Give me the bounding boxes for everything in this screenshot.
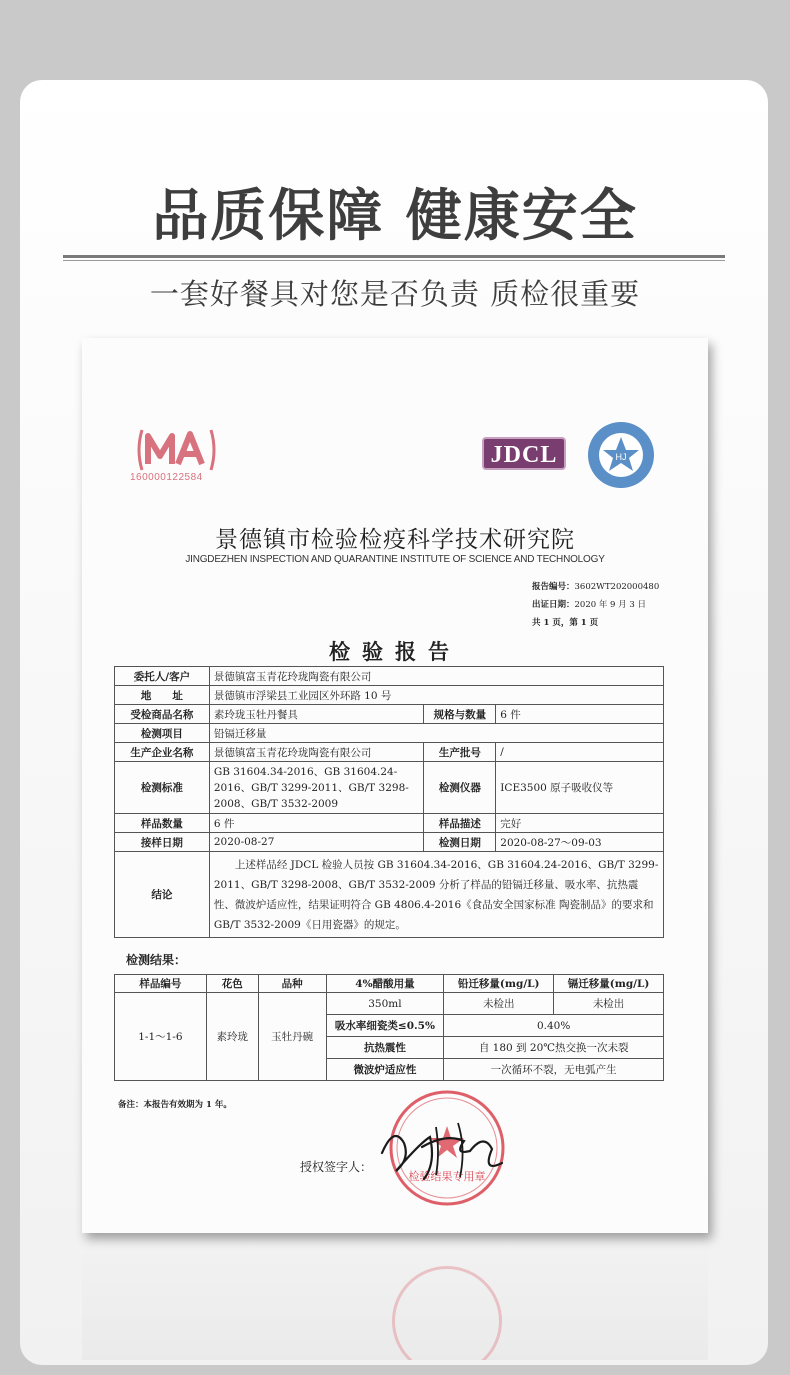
signature — [374, 1113, 514, 1188]
client-value: 景德镇富玉青花玲珑陶瓷有限公司 — [209, 667, 663, 686]
results-heading: 检测结果： — [126, 953, 187, 967]
maker-value: 景德镇富玉青花玲珑陶瓷有限公司 — [209, 743, 424, 762]
cma-number: 160000122584 — [130, 472, 203, 483]
institute-name-cn: 景德镇市检验检疫科学技术研究院 — [215, 527, 575, 553]
conclusion-label: 结论 — [115, 852, 210, 938]
acid-volume: 350ml — [326, 993, 444, 1015]
validity-note: 备注：本报告有效期为 1 年。 — [118, 1100, 232, 1110]
item-label: 检测项目 — [115, 724, 210, 743]
svg-text:HJ: HJ — [615, 452, 627, 462]
seal-text: 检验结果专用章 — [408, 1170, 486, 1183]
test-date-value: 2020-08-27～09-03 — [496, 833, 664, 852]
reflection-seal — [392, 1266, 502, 1360]
spec-value: 6 件 — [496, 705, 664, 724]
inspection-report — [82, 338, 708, 1233]
batch-value: / — [496, 743, 664, 762]
institute-name-en: JINGDEZHEN INSPECTION AND QUARANTINE INSTITUTE OF SCIENCE AND TECHNOLOGY — [185, 554, 605, 565]
col-header: 镉迁移量(mg/L) — [554, 975, 664, 993]
absorption-value: 0.40% — [444, 1015, 664, 1037]
col-header: 花色 — [206, 975, 258, 993]
divider — [63, 255, 725, 258]
col-header: 品种 — [258, 975, 326, 993]
document-reflection — [82, 1240, 708, 1360]
cadmium-value: 未检出 — [554, 993, 664, 1015]
report-no: 3602WT202000480 — [574, 582, 660, 592]
results-table — [114, 974, 664, 1081]
conclusion-value: 上述样品经 JDCL 检验人员按 GB 31604.34-2016、GB 31604.24-2016、GB/T 3299-2011、GB/T 3298-2008、GB/T 3532-2009 分析了样品的铅镉迁移量、吸水率、抗热震性、微波炉适应性，结果证明符合 GB 4806.4-2016《食品安全国家标准 陶瓷制品》的要求和 GB/T 3532-2009《日用瓷器》的规定。 — [209, 852, 663, 938]
issue-date-label: 出证日期： — [532, 600, 575, 610]
microwave-value: 一次循环不裂，无电弧产生 — [444, 1059, 664, 1081]
recv-label: 接样日期 — [115, 833, 210, 852]
spec-label: 规格与数量 — [424, 705, 496, 724]
col-header: 铅迁移量(mg/L) — [444, 975, 554, 993]
col-header: 样品编号 — [115, 975, 207, 993]
item-value: 铅镉迁移量 — [209, 724, 663, 743]
client-label: 委托人/客户 — [115, 667, 210, 686]
hj-certification-logo — [586, 420, 656, 490]
report-no-label: 报告编号： — [532, 582, 575, 592]
desc-label: 样品描述 — [424, 814, 496, 833]
product-value: 素玲珑玉牡丹餐具 — [209, 705, 424, 724]
thermal-value: 自 180 到 20℃热交换一次未裂 — [444, 1037, 664, 1059]
recv-value: 2020-08-27 — [209, 833, 424, 852]
signer-label: 授权签字人： — [300, 1160, 373, 1174]
sample-no: 1-1～1-6 — [115, 993, 207, 1081]
page-count: 共 1 页，第 1 页 — [532, 618, 599, 628]
results-header-row — [115, 975, 664, 993]
headline: 品质保障 健康安全 — [152, 184, 638, 249]
desc-value: 完好 — [496, 814, 664, 833]
cma-logo — [134, 426, 219, 474]
instrument-value: ICE3500 原子吸收仪等 — [496, 762, 664, 814]
issue-date: 2020 年 9 月 3 日 — [574, 600, 646, 610]
qty-value: 6 件 — [209, 814, 424, 833]
subheadline: 一套好餐具对您是否负责 质检很重要 — [149, 277, 641, 311]
col-header: 4%醋酸用量 — [326, 975, 444, 993]
pattern: 素玲珑 — [206, 993, 258, 1081]
variety: 玉牡丹碗 — [258, 993, 326, 1081]
jdcl-logo: JDCL — [482, 437, 566, 470]
report-title: 检验报告 — [329, 639, 461, 664]
absorption-label: 吸水率细瓷类≤0.5% — [326, 1015, 444, 1037]
divider-thin — [63, 260, 725, 261]
address-value: 景德镇市浮梁县工业园区外环路 10 号 — [209, 686, 663, 705]
product-label: 受检商品名称 — [115, 705, 210, 724]
thermal-label: 抗热震性 — [326, 1037, 444, 1059]
qty-label: 样品数量 — [115, 814, 210, 833]
address-label: 地 址 — [115, 686, 210, 705]
test-date-label: 检测日期 — [424, 833, 496, 852]
info-table — [114, 666, 664, 938]
lead-value: 未检出 — [444, 993, 554, 1015]
standard-value: GB 31604.34-2016、GB 31604.24-2016、GB/T 3299-2011、GB/T 3298-2008、GB/T 3532-2009 — [209, 762, 424, 814]
standard-label: 检测标准 — [115, 762, 210, 814]
batch-label: 生产批号 — [424, 743, 496, 762]
microwave-label: 微波炉适应性 — [326, 1059, 444, 1081]
report-meta — [532, 578, 659, 632]
instrument-label: 检测仪器 — [424, 762, 496, 814]
maker-label: 生产企业名称 — [115, 743, 210, 762]
